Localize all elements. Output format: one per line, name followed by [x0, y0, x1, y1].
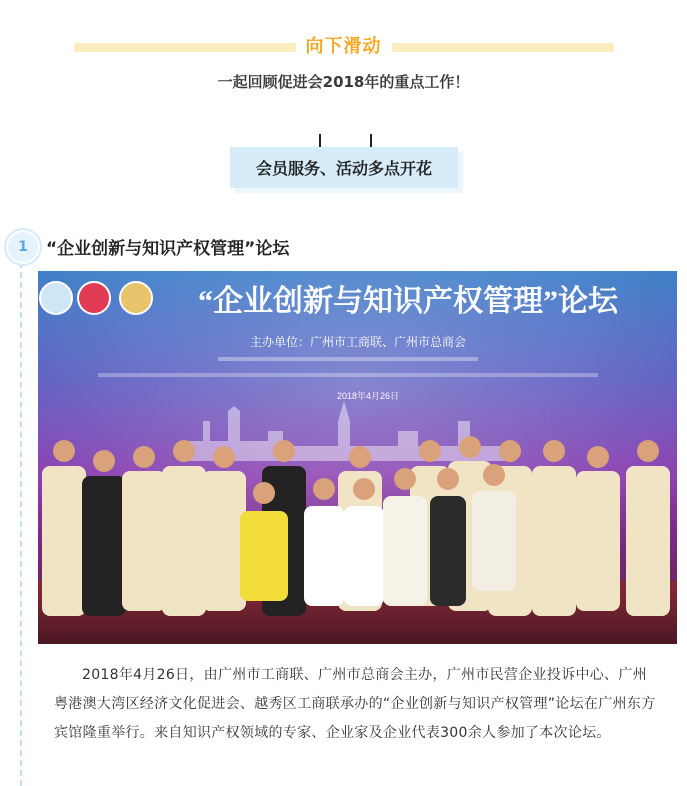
scroll-hint-title: 向下滑动	[0, 32, 687, 58]
banner-title: “企业创新与知识产权管理”论坛	[198, 285, 618, 318]
page-subtitle: 一起回顾促进会2018年的重点工作！	[217, 73, 470, 91]
timeline-dashed-line	[20, 262, 22, 786]
item-number-badge: 1	[6, 230, 40, 264]
item-title: “企业创新与知识产权管理”论坛	[46, 239, 290, 259]
sponsor-logos	[40, 282, 152, 314]
banner-organizer: 主办单位：广州市工商联、广州市总商会	[249, 335, 467, 349]
forum-group-photo	[38, 271, 677, 644]
banner-date: 2018年4月26日	[336, 391, 400, 401]
section-heading-card: 会员服务、活动多点开花	[230, 147, 458, 188]
item-description: 2018年4月26日，由广州市工商联、广州市总商会主办，广州市民营企业投诉中心、广州粤港澳大湾区经济文化促进会、越秀区工商联承办的“企业创新与知识产权管理”论坛在广州东方宾馆隆重举行。来自知识产权领域的专家、企业家及企业代表300余人参加了本次论坛。	[54, 667, 656, 741]
